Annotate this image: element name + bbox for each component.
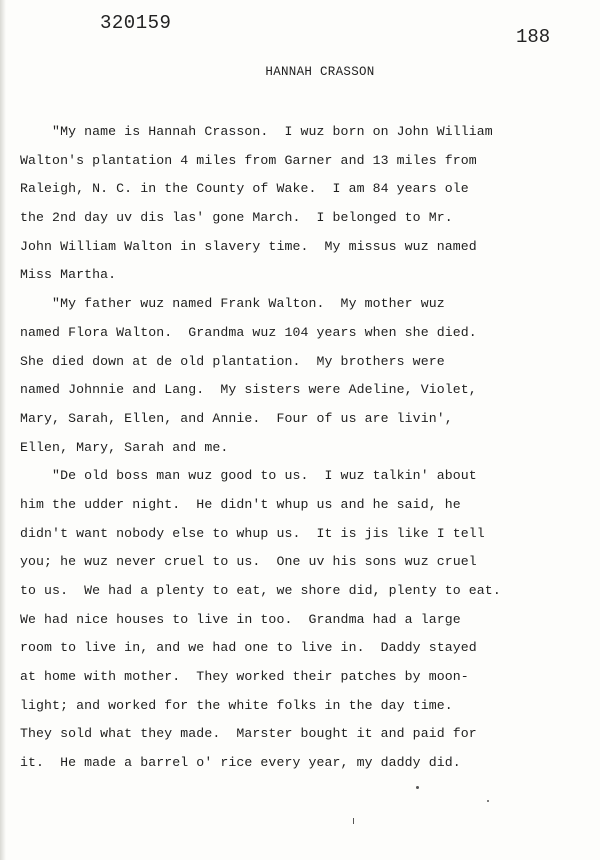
scan-edge-shadow <box>0 0 6 860</box>
text-line: She died down at de old plantation. My brothers were <box>20 353 445 369</box>
text-line: you; he wuz never cruel to us. One uv his sons wuz cruel <box>20 554 477 570</box>
text-line: Miss Martha. <box>20 267 117 283</box>
text-line: Ellen, Mary, Sarah and me. <box>20 439 229 455</box>
text-line: him the udder night. He didn't whup us and he said, he <box>20 496 461 512</box>
text-line: light; and worked for the white folks in the day time. <box>20 697 453 713</box>
scan-speck <box>353 818 354 824</box>
text-line: "My father wuz named Frank Walton. My mother wuz <box>20 296 445 312</box>
document-id-stamp: 320159 <box>100 12 172 34</box>
text-line: at home with mother. They worked their patches by moon- <box>20 669 469 685</box>
document-title-text: HANNAH CRASSON <box>265 65 375 79</box>
text-line: John William Walton in slavery time. My missus wuz named <box>20 238 477 254</box>
text-line: "My name is Hannah Crasson. I wuz born on John William <box>20 124 493 139</box>
text-line: the 2nd day uv dis las' gone March. I belonged to Mr. <box>20 210 453 226</box>
scan-speck <box>416 786 419 789</box>
text-line: We had nice houses to live in too. Grandma had a large <box>20 611 461 627</box>
scan-speck <box>487 800 489 802</box>
text-line: Walton's plantation 4 miles from Garner and 13 miles from <box>20 152 477 168</box>
text-line: "De old boss man wuz good to us. I wuz talkin' about <box>20 468 477 484</box>
text-line: They sold what they made. Marster bought it and paid for <box>20 726 477 742</box>
text-line: room to live in, and we had one to live in. Daddy stayed <box>20 640 477 656</box>
text-line: to us. We had a plenty to eat, we shore did, plenty to eat. <box>20 583 501 598</box>
text-line: it. He made a barrel o' rice every year, my daddy did. <box>20 755 461 771</box>
text-line: didn't want nobody else to whup us. It is jis like I tell <box>20 525 485 541</box>
text-line: Raleigh, N. C. in the County of Wake. I am 84 years ole <box>20 181 469 197</box>
page-number: 188 <box>516 26 551 48</box>
body-text <box>20 118 580 778</box>
text-line: named Johnnie and Lang. My sisters were Adeline, Violet, <box>20 382 477 398</box>
text-line: Mary, Sarah, Ellen, and Annie. Four of us are livin', <box>20 410 453 426</box>
document-title <box>0 65 600 79</box>
text-line: named Flora Walton. Grandma wuz 104 years when she died. <box>20 324 477 340</box>
